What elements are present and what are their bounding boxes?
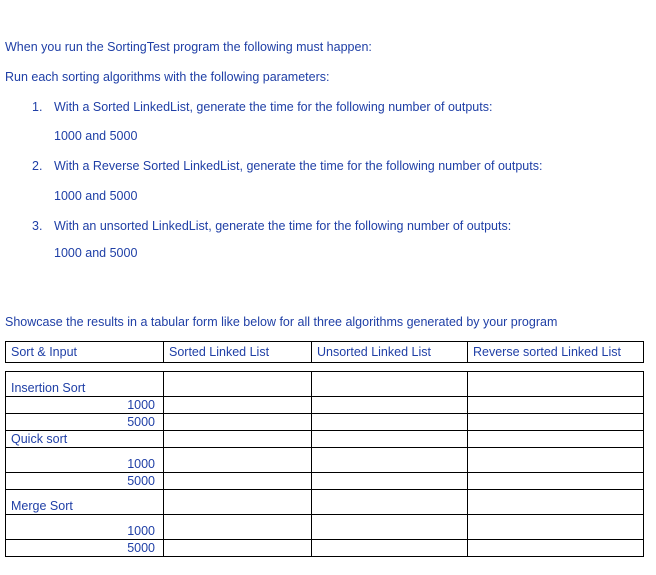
algorithm-name: Merge Sort bbox=[6, 490, 164, 515]
table-cell bbox=[468, 473, 644, 490]
table-cell bbox=[164, 397, 312, 414]
header-reverse: Reverse sorted Linked List bbox=[468, 342, 644, 363]
table-cell bbox=[312, 397, 468, 414]
table-cell bbox=[164, 431, 312, 448]
table-row bbox=[6, 473, 644, 490]
table-cell bbox=[312, 515, 468, 540]
list-item-text: With a Sorted LinkedList, generate the time for the following number of outputs: bbox=[54, 100, 493, 114]
table-cell bbox=[468, 490, 644, 515]
table-cell bbox=[468, 431, 644, 448]
table-row bbox=[6, 397, 644, 414]
input-size: 1000 bbox=[6, 397, 164, 414]
list-item-sub: 1000 and 5000 bbox=[54, 129, 138, 143]
table-cell bbox=[312, 490, 468, 515]
run-instructions: Run each sorting algorithms with the following parameters: bbox=[5, 70, 330, 84]
table-cell bbox=[468, 414, 644, 431]
table-cell bbox=[164, 515, 312, 540]
input-size: 1000 bbox=[6, 515, 164, 540]
list-item bbox=[32, 100, 492, 114]
header-sort-input: Sort & Input bbox=[6, 342, 164, 363]
list-number: 3. bbox=[32, 219, 43, 233]
table-row bbox=[6, 414, 644, 431]
input-size: 5000 bbox=[6, 414, 164, 431]
list-number: 1. bbox=[32, 100, 43, 114]
input-size: 5000 bbox=[6, 540, 164, 557]
header-unsorted: Unsorted Linked List bbox=[312, 342, 468, 363]
intro-text: When you run the SortingTest program the following must happen: bbox=[5, 40, 372, 54]
table-cell bbox=[468, 540, 644, 557]
list-item bbox=[32, 219, 511, 233]
table-cell bbox=[312, 414, 468, 431]
table-row bbox=[6, 372, 644, 397]
input-size: 1000 bbox=[6, 448, 164, 473]
table-cell bbox=[164, 490, 312, 515]
list-item bbox=[32, 159, 542, 173]
table-row bbox=[6, 540, 644, 557]
table-cell bbox=[164, 448, 312, 473]
table-row bbox=[6, 515, 644, 540]
input-size: 5000 bbox=[6, 473, 164, 490]
list-number: 2. bbox=[32, 159, 43, 173]
table-row bbox=[6, 490, 644, 515]
table-cell bbox=[312, 473, 468, 490]
table-cell bbox=[468, 515, 644, 540]
list-item-sub: 1000 and 5000 bbox=[54, 246, 138, 260]
table-cell bbox=[312, 372, 468, 397]
showcase-text: Showcase the results in a tabular form like below for all three algorithms generated by your program bbox=[5, 315, 558, 329]
table-cell bbox=[468, 397, 644, 414]
table-row bbox=[6, 431, 644, 448]
table-cell bbox=[164, 414, 312, 431]
table-header-row bbox=[6, 342, 644, 363]
table-cell bbox=[312, 448, 468, 473]
table-cell bbox=[312, 431, 468, 448]
table-cell bbox=[164, 372, 312, 397]
table-cell bbox=[468, 448, 644, 473]
list-item-text: With an unsorted LinkedList, generate the time for the following number of outputs: bbox=[54, 219, 512, 233]
list-item-text: With a Reverse Sorted LinkedList, generate the time for the following number of outputs: bbox=[54, 159, 543, 173]
algorithm-name: Quick sort bbox=[6, 431, 164, 448]
list-item-sub: 1000 and 5000 bbox=[54, 189, 138, 203]
header-sorted: Sorted Linked List bbox=[164, 342, 312, 363]
table-cell bbox=[164, 473, 312, 490]
results-table bbox=[5, 341, 644, 557]
table-cell bbox=[468, 372, 644, 397]
algorithm-name: Insertion Sort bbox=[6, 372, 164, 397]
table-cell bbox=[312, 540, 468, 557]
table-row bbox=[6, 448, 644, 473]
table-cell bbox=[164, 540, 312, 557]
